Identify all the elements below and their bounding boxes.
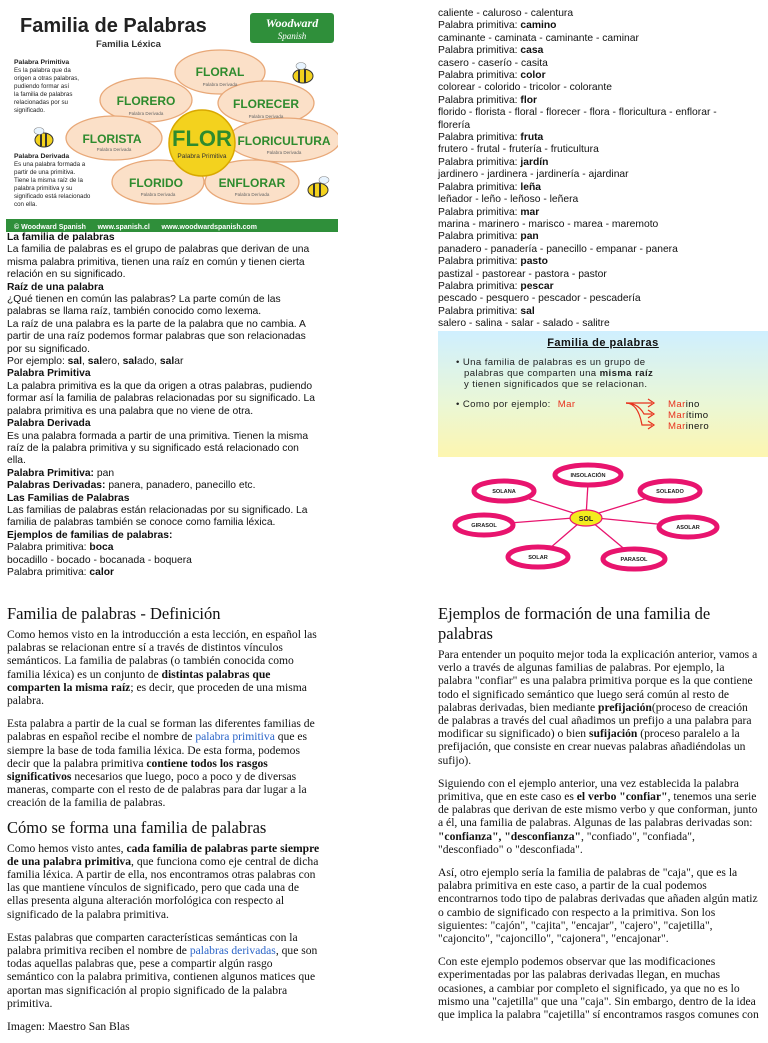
derived-word (668, 410, 709, 421)
text-line: relación en su significado. (7, 269, 126, 281)
text-line: frutero - frutal - frutería - fruticultura (438, 144, 599, 156)
list-item (438, 107, 768, 119)
text-line: Palabra primitiva: (438, 156, 521, 168)
petal-tag: Palabra Derivada (128, 111, 164, 116)
slide-bullet (456, 357, 653, 390)
center-word: SOL (578, 516, 594, 523)
brand-logo: Woodward (265, 16, 319, 30)
petal-word-florero: FLORERO (116, 94, 176, 108)
text-line: panadero - panadería - panecillo - empanar - panera (438, 243, 678, 255)
text-line: Palabra primitiva: (7, 566, 90, 578)
text-line: , que funciona como eje central de dicha familia léxica. A partir de ella, nos encontramos otras palabras con las que mantiene vínculos de significado, pero que cada una de ellas presenta alguna alteración morfológica con respecto al significado de la palabra primitiva. (7, 854, 319, 921)
text-line: Palabra primitiva: (7, 542, 90, 554)
text-line: ¿Qué tienen en común las palabras? La parte común de las (7, 294, 281, 306)
text-bold: La familia de palabras (7, 232, 115, 243)
link-palabras-derivadas[interactable]: palabras derivadas (189, 944, 276, 958)
list-item (438, 182, 768, 194)
paragraph: Con este ejemplo podemos observar que las modificaciones experimentadas por las palabras derivadas llegan, en muchas ocasiones, a cambiar por completo el significado, ya que no es lo mismo una "cajetilla" que una "caja". Sin embargo, dentro de la idea que implica la palabra "cajetilla" sí encontramos rasgos comunes con (438, 955, 759, 1022)
paragraph (7, 931, 322, 1010)
text-line: marina - marinero - marisco - marea - maremoto (438, 218, 659, 230)
list-item (438, 194, 768, 206)
text-line: palabras que comparten una (464, 368, 600, 379)
brand-logo-sub: Spanish (277, 31, 307, 41)
suffix-part: ítimo (685, 410, 709, 421)
text-line: Siguiendo con el ejemplo anterior, una vez establecida la palabra primitiva, que en este caso es (438, 776, 739, 804)
text-bold: Palabras Derivadas: (7, 480, 106, 492)
text-line: , (82, 356, 88, 368)
text-bold: leña (520, 181, 542, 193)
flower-center-sub: Palabra Primitiva (177, 153, 227, 160)
list-item (438, 244, 768, 256)
note-line: relacionadas por su (14, 99, 69, 106)
text-bold: distintas palabras que comparten la misma raíz (7, 667, 271, 694)
note-line: Es una palabra formada a (14, 161, 86, 168)
note-line: la familia de palabras (14, 91, 73, 98)
derived-word (668, 421, 709, 432)
node-word-solana: SOLANA (492, 489, 516, 495)
text-line: formar así la familia de palabras relacionadas por su significado. La (7, 393, 315, 405)
suffix-part: ino (685, 399, 700, 410)
text-line: , que son todas aquellas palabras que, pese a compartir algún rasgo semántico con la palabra primitiva, contienen algunos matices que aportan mas significación al propio significado de la palabra primitiva. (7, 944, 318, 1010)
text-bold: Las Familias de Palabras (7, 492, 130, 504)
list-item (438, 144, 768, 156)
list-item (438, 157, 768, 169)
paragraph (7, 717, 322, 809)
text-line: La palabra primitiva es la que da origen a otras palabras, pudiendo (7, 380, 313, 392)
text-bold: el verbo "confiar" (576, 790, 668, 804)
root-word: Mar (557, 399, 576, 410)
root-part: Mar (668, 399, 686, 410)
arrow-icons (624, 397, 664, 433)
example-primitiva (7, 468, 337, 480)
list-item (438, 281, 768, 293)
bee-icon (293, 63, 313, 84)
text-bold: calor (89, 566, 115, 578)
text-line: jardinero - jardinera - jardinería - ajardinar (438, 169, 629, 181)
text-line: pescado - pesquero - pescador - pescadería (438, 293, 641, 305)
sol-diagram (438, 459, 768, 585)
petal-word-florido: FLORIDO (129, 176, 183, 190)
note-line: palabra primitiva y su (14, 185, 73, 192)
right-column-list (438, 8, 768, 331)
list-item (438, 70, 768, 82)
note-line: Tiene la misma raíz de la (14, 177, 83, 184)
note-primitiva-title: Palabra Primitiva (14, 59, 70, 66)
note-derivada (14, 153, 91, 208)
section-heading-definicion: Familia de palabras - Definición (7, 604, 221, 623)
text-bold: mar (520, 206, 540, 218)
text-bold: camino (520, 20, 557, 32)
paragraph (7, 842, 322, 921)
text-bold: sal (87, 356, 103, 368)
list-item (438, 293, 768, 305)
text-line: (proceso paralelo a la prefijación, que consiste en crear nuevas palabras añadiéndolas un sufijo). (438, 727, 746, 767)
text-bold: prefijación (598, 700, 652, 714)
text-line: partir de una raíz podemos formar palabras que son relacionadas (7, 331, 306, 343)
text-line: Estas palabras que comparten características semánticas con la palabra primitiva reciben el nombre de (7, 930, 298, 958)
left-column-text (7, 232, 337, 579)
petal-word-floricultura: FLORICULTURA (237, 134, 331, 148)
list-item (438, 33, 768, 45)
text-line: La raíz de una palabra es la parte de la palabra que no cambia. A (7, 318, 306, 330)
heading-raiz (7, 282, 337, 294)
text-bold: Raíz de una palabra (7, 281, 104, 293)
slide-familia-de-palabras (438, 331, 768, 457)
list-item (438, 269, 768, 281)
list-item (438, 8, 768, 20)
text-line: , "confiado", "confiada", "desconfiado" o "desconfiada". (438, 829, 695, 856)
text-line: Por ejemplo: (7, 356, 68, 368)
note-line: Es la palabra que da (14, 67, 71, 74)
text-bold: pescar (520, 280, 554, 292)
slide-bullet-line (456, 368, 653, 379)
list-item (438, 120, 768, 132)
text-bold: sal (520, 305, 535, 317)
text-bold: sal (67, 356, 82, 368)
flower-footer: © Woodward Spanish www.spanish.cl www.woodwardspanish.com (14, 224, 257, 231)
node-word-insolacion: INSOLACIÓN (570, 473, 606, 479)
list-item (438, 169, 768, 181)
petal-tag: Palabra Derivada (96, 147, 132, 152)
flower-title: Familia de Palabras (20, 15, 207, 37)
list-item (438, 95, 768, 107)
text-line: colorear - colorido - tricolor - colorante (438, 82, 612, 94)
text-line: caminante - caminata - caminante - caminar (438, 32, 639, 44)
examples-section (438, 604, 760, 1024)
heading-ejemplos (7, 530, 337, 542)
sol-diagram-svg (438, 459, 768, 585)
text-line: La familia de palabras es el grupo de palabras que derivan de una (7, 244, 310, 256)
text-line: Palabra primitiva: (438, 305, 521, 317)
text-bold: color (520, 70, 546, 82)
text-line: pan (94, 467, 115, 479)
node-word-soleado: SOLEADO (656, 489, 684, 495)
text-line: Esta palabra a partir de la cual se forman las diferentes familias de palabras en español recibe el nombre de (7, 717, 315, 744)
petal-word-enflorar: ENFLORAR (218, 176, 286, 190)
root-part: Mar (668, 410, 686, 421)
root-part: Mar (668, 421, 686, 432)
text-line: que es siempre la base de toda familia léxica. De esta forma, podemos decir que la palabra primitiva (7, 730, 308, 770)
list-item (438, 306, 768, 318)
image-caption: Imagen: Maestro San Blas (7, 1020, 130, 1034)
arrow-right-icon (626, 403, 654, 429)
petal-word-florista: FLORISTA (82, 132, 142, 146)
petal-tag: Palabra Derivada (202, 82, 238, 87)
list-item (438, 132, 768, 144)
section-heading-ejemplos: Ejemplos de formación de una familia de palabras (438, 604, 711, 643)
text-line: Palabra primitiva: (438, 231, 521, 243)
text-bold: misma raíz (599, 368, 654, 379)
paragraph (438, 777, 760, 856)
text-line: ado, (137, 356, 160, 368)
text-line: Como hemos visto en la introducción a esta lección, en español las palabras se relacionan entre sí a través de distintos vínculos semánticos. La familia de palabras (o también conocida como familia léxica) es un conjunto de (7, 628, 317, 681)
text-line: pastizal - pastorear - pastora - pastor (438, 268, 607, 280)
list-item (438, 207, 768, 219)
example-line (7, 356, 337, 368)
note-primitiva (14, 59, 79, 114)
text-bold: jardín (520, 156, 549, 168)
text-bold: fruta (520, 132, 544, 144)
node-word-parasol: PARASOL (620, 557, 648, 563)
text-line: Palabra primitiva: (438, 256, 521, 268)
text-bold: sufijación (589, 727, 638, 741)
text-line: ero, (102, 356, 123, 368)
text-bold: boca (89, 542, 114, 554)
text-line: palabras se llama raíz, también conocido como lexema. (7, 306, 262, 318)
flower-subtitle: Familia Léxica (96, 39, 161, 50)
text-line: Palabra primitiva: (438, 206, 521, 218)
list-item (438, 318, 768, 330)
text-line: salero - salina - salar - salado - salitre (438, 318, 610, 330)
paragraph (438, 648, 760, 767)
text-line: Palabra primitiva: (438, 20, 521, 32)
text-line: Es una palabra formada a partir de una primitiva. Tienen la misma (7, 430, 309, 442)
node-word-asolar: ASOLAR (676, 525, 700, 531)
flower-center-word: FLOR (172, 126, 232, 151)
list-item (438, 231, 768, 243)
list-item (438, 45, 768, 57)
derived-words (668, 399, 709, 432)
text-bold: Palabra Derivada (7, 418, 91, 430)
text-bold: "confianza", "desconfianza" (438, 829, 581, 843)
note-line: con ella. (14, 201, 38, 208)
list-item (7, 567, 337, 579)
definition-section (7, 604, 322, 1043)
heading-familia (7, 232, 337, 244)
text-line: por su significado. (7, 343, 90, 355)
note-line: significado. (14, 107, 45, 114)
heading-primitiva (7, 368, 337, 380)
example-derivadas (7, 480, 337, 492)
text-line: caliente - caluroso - calentura (438, 8, 574, 19)
note-line: partir de una primitiva. (14, 169, 76, 176)
text-bold: cada familia de palabras parte siempre de una palabra primitiva (7, 841, 320, 868)
paragraph (7, 628, 322, 707)
text-line: • Como por ejemplo: (456, 399, 551, 410)
list-item (438, 219, 768, 231)
note-line: significado está relacionado (14, 193, 91, 200)
text-line: Palabra primitiva: (438, 94, 521, 106)
text-bold: flor (520, 94, 537, 106)
text-bold: Palabra Primitiva: (7, 467, 94, 479)
text-bold: casa (520, 45, 544, 57)
derived-word (668, 399, 709, 410)
slide-title: Familia de palabras (547, 337, 659, 349)
paragraph: Así, otro ejemplo sería la familia de palabras de "caja", que es la palabra primitiva en este caso, a partir de la cual podemos encontrarnos todo tipo de palabras derivadas que añaden algún matiz o cambio de significado con respecto a la primitiva. Son los siguientes: "cajón", "cajita", "encajar", "cajero", "cajetilla", "cajoncito", "cajoncillo", "cajonera", "encajonar". (438, 866, 758, 946)
text-line: bocadillo - bocado - bocanada - boquera (7, 554, 192, 566)
text-bold: Palabra Primitiva (7, 368, 91, 380)
text-line: Palabra primitiva: (438, 280, 521, 292)
text-line: palabra primitiva es una palabra que no viene de otra. (7, 405, 254, 417)
text-bold: Ejemplos de familias de palabras: (7, 529, 173, 541)
flower-svg (6, 10, 338, 232)
text-line: casero - caserío - casita (438, 57, 548, 69)
text-line: Para entender un poquito mejor toda la explicación anterior, vamos a verlo a través de algunas familias de palabras. Por ejemplo, la palabra "confiar" es una palabra primitiva porque es la que contiene todo el significado semántico que luego será común al resto de palabras derivadas, bien mediante (438, 648, 758, 714)
text-line: Palabra primitiva: (438, 45, 521, 57)
text-line: Palabra primitiva: (438, 132, 521, 144)
link-palabra-primitiva[interactable]: palabra primitiva (195, 730, 275, 744)
text-line: florido - florista - floral - florecer - flora - floricultura - enflorar - (438, 107, 717, 119)
suffix-part: inero (685, 421, 710, 432)
list-item (438, 256, 768, 268)
section-heading-como-se-forma: Cómo se forma una familia de palabras (7, 817, 267, 837)
text-line: Palabra primitiva: (438, 181, 521, 193)
petal-word-floral: FLORAL (195, 65, 245, 79)
node-word-solar: SOLAR (528, 555, 548, 561)
node-word-girasol: GIRASOL (471, 523, 497, 529)
text-line: florería (438, 119, 471, 131)
text-line: familia de palabras también se conoce como familia léxica. (7, 517, 276, 529)
note-derivada-title: Palabra Derivada (14, 153, 70, 160)
text-line: ella. (7, 455, 26, 467)
text-bold: pasto (520, 256, 548, 268)
text-line: Las familias de palabras están relacionadas por su significado. La (7, 504, 308, 516)
note-line: pudiendo formar así (14, 83, 70, 90)
list-item (7, 542, 337, 554)
heading-derivada (7, 418, 337, 430)
petal-word-florecer: FLORECER (233, 97, 299, 111)
petal-tag: Palabra Derivada (266, 150, 302, 155)
petal-tag: Palabra Derivada (248, 114, 284, 119)
text-line: ; es decir, que proceden de una misma palabra. (7, 680, 307, 708)
text-bold: pan (520, 231, 539, 243)
petal-tag: Palabra Derivada (234, 192, 270, 197)
heading-familias (7, 493, 337, 505)
text-line: ar (174, 356, 184, 368)
list-item (438, 58, 768, 70)
text-line: (proceso de creación de palabras a través del cual añadimos un prefijo a una palabra para modificar su significado) o bien (438, 700, 752, 741)
slide-bullet-example (456, 399, 576, 410)
list-item (438, 20, 768, 32)
text-line: Palabra primitiva: (438, 70, 521, 82)
text-line: panera, panadero, panecillo etc. (105, 480, 256, 492)
note-line: origen a otras palabras, (14, 75, 80, 82)
text-bold: sal (159, 356, 175, 368)
text-line: leñador - leño - leñoso - leñera (438, 194, 579, 206)
text-bold: contiene todos los rasgos significativos (7, 756, 268, 784)
text-line: misma palabra primitiva, tienen una raíz en común y tienen cierta (7, 256, 305, 268)
text-bold: sal (122, 356, 137, 368)
bee-icon (308, 177, 329, 198)
text-line: raíz de la palabra primitiva y su significado está relacionado con (7, 442, 299, 454)
petal-tag: Palabra Derivada (140, 192, 176, 197)
text-line: , tenemos una serie de palabras que derivan de este mismo verbo y que conforman, junto a él, una familia de palabras. Algunas de las palabras derivadas son: (438, 790, 758, 830)
text-line: Como hemos visto antes, (7, 841, 127, 855)
bee-icon (34, 128, 53, 148)
slide-bullet-line: y tienen significados que se relacionan. (464, 379, 648, 390)
slide-bullet-line: • Una familia de palabras es un grupo de (456, 357, 646, 368)
flower-infographic (6, 10, 338, 232)
text-line: necesarios que luego, poco a poco y de diversas maneras, comparte con el resto de de palabras para dar lugar a la creación de la familia de palabras. (7, 770, 307, 810)
list-item (438, 82, 768, 94)
